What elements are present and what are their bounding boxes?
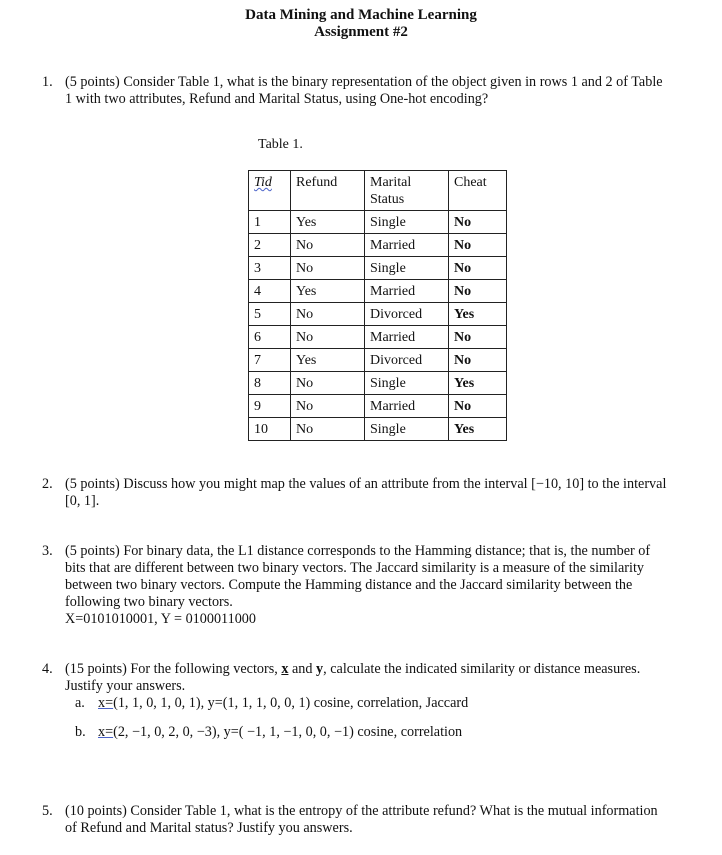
question-5-line-2: of Refund and Marital status? Justify you answers. (65, 820, 353, 836)
table-row: 6 No Married No (249, 326, 507, 349)
question-3-line-1: (5 points) For binary data, the L1 distance corresponds to the Hamming distance; that is, the number of (65, 543, 651, 559)
table-row: 8 No Single Yes (249, 372, 507, 395)
question-3-line-2: bits that are different between two binary vectors. The Jaccard similarity is a measure of the similarity (65, 560, 644, 576)
question-3-line-3: between two binary vectors. Compute the Hamming distance and the Jaccard similarity between the (65, 577, 633, 593)
table-row: 10 No Single Yes (249, 418, 507, 441)
table-row: 4 Yes Married No (249, 280, 507, 303)
question-2-number: 2. (42, 476, 53, 492)
question-4a-x: x= (98, 695, 114, 711)
question-4a-text: (1, 1, 0, 1, 0, 1), y=(1, 1, 1, 0, 0, 1) cosine, correlation, Jaccard (113, 695, 469, 711)
header-refund: Refund (291, 171, 365, 211)
question-4-line-1: (15 points) For the following vectors, x and y, calculate the indicated similarity or distance measures. (65, 661, 641, 677)
document-title: Data Mining and Machine Learning (245, 7, 477, 23)
header-marital-status: Marital Status (365, 171, 449, 211)
question-1 (42, 74, 692, 108)
question-3-number: 3. (42, 543, 53, 559)
question-3-line-4: following two binary vectors. (65, 594, 233, 610)
table-row: 9 No Married No (249, 395, 507, 418)
question-1-line-2: 1 with two attributes, Refund and Marital Status, using One-hot encoding? (65, 91, 489, 107)
header-tid: Tid (249, 171, 291, 211)
question-5-line-1: (10 points) Consider Table 1, what is the entropy of the attribute refund? What is the mutual information (65, 803, 658, 819)
question-4-number: 4. (42, 661, 53, 677)
question-4b-text: (2, −1, 0, 2, 0, −3), y=( −1, 1, −1, 0, 0, −1) cosine, correlation (113, 724, 463, 740)
table-row: 2 No Married No (249, 234, 507, 257)
question-5-number: 5. (42, 803, 53, 819)
question-4b-x: x= (98, 724, 114, 740)
header-cheat: Cheat (449, 171, 507, 211)
question-4-line-2: Justify your answers. (65, 678, 186, 694)
table-row: 5 No Divorced Yes (249, 303, 507, 326)
question-2-line-2: [0, 1]. (65, 493, 100, 509)
question-4a-label: a. (75, 695, 85, 711)
question-1-number: 1. (42, 74, 53, 90)
question-3-vectors: X=0101010001, Y = 0100011000 (65, 611, 256, 627)
table-header-row (249, 171, 507, 211)
table-row: 3 No Single No (249, 257, 507, 280)
table-row: 1 Yes Single No (249, 211, 507, 234)
question-4a (75, 695, 675, 712)
assignment-subtitle: Assignment #2 (314, 24, 408, 40)
table-row: 7 Yes Divorced No (249, 349, 507, 372)
question-3 (42, 543, 692, 628)
question-2 (42, 476, 692, 510)
question-4b (75, 724, 675, 741)
table-caption: Table 1. (258, 137, 303, 152)
question-4b-label: b. (75, 724, 86, 740)
question-4 (42, 661, 692, 695)
data-table (248, 170, 507, 441)
question-2-line-1: (5 points) Discuss how you might map the values of an attribute from the interval [−10, 10] to the interval (65, 476, 667, 492)
question-5 (42, 803, 692, 837)
question-1-line-1: (5 points) Consider Table 1, what is the binary representation of the object given in rows 1 and 2 of Table (65, 74, 663, 90)
